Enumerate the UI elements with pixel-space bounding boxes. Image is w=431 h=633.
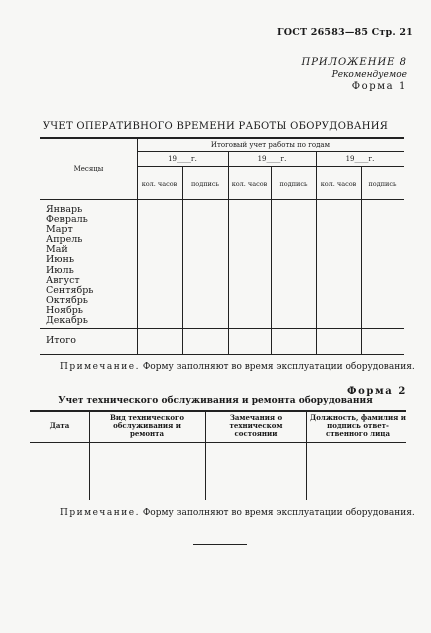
- form1-note: [60, 362, 415, 372]
- form1-label: Форма 1: [351, 81, 407, 92]
- col-header-date: Дата: [49, 421, 70, 430]
- appendix-label: ПРИЛОЖЕНИЕ 8: [301, 57, 407, 68]
- total-row-label: Итого: [46, 335, 76, 346]
- table-col-rule: [137, 137, 138, 354]
- month-row: Март: [46, 224, 73, 236]
- gost-reference: ГОСТ 26583—85 Стр. 21: [277, 27, 413, 38]
- form2-label: Форма 2: [347, 386, 407, 397]
- table-top-rule: [40, 137, 404, 139]
- month-row: Октябрь: [46, 294, 88, 306]
- table-header-rule: [40, 199, 404, 200]
- month-row: Июнь: [46, 254, 75, 266]
- month-row: Февраль: [46, 214, 88, 226]
- month-row: Ноябрь: [46, 304, 83, 316]
- table-col-rule: [182, 166, 183, 354]
- table-bottom-rule: [40, 354, 404, 355]
- sub-header-signature: подпись: [190, 180, 220, 188]
- month-row: Сентябрь: [46, 284, 94, 296]
- year-cell-2: 19____г.: [257, 155, 287, 163]
- months-header: Месяцы: [73, 165, 104, 173]
- months-list: [46, 205, 93, 326]
- table-col-rule: [306, 410, 307, 500]
- note-prefix: Примечание.: [60, 508, 140, 518]
- table-col-rule: [89, 410, 90, 500]
- sub-header-hours: кол. часов: [141, 180, 178, 188]
- table-rule: [137, 151, 404, 152]
- sub-header-signature: подпись: [279, 180, 308, 188]
- year-cell-3: 19____г.: [345, 155, 375, 163]
- form2-note: [60, 508, 415, 518]
- month-row: Январь: [46, 204, 83, 215]
- month-row: Апрель: [46, 234, 83, 246]
- col-header-service-type: Вид технического обслуживания и ремонта: [109, 413, 184, 438]
- month-row: Декабрь: [46, 315, 88, 327]
- table-col-rule: [205, 410, 206, 500]
- note-text: Форму заполняют во время эксплуатации оборудования.: [142, 362, 415, 372]
- form2-title: Учет технического обслуживания и ремонта оборудования: [58, 396, 373, 406]
- year-cell-1: 19____г.: [168, 155, 197, 163]
- form1-title: УЧЕТ ОПЕРАТИВНОГО ВРЕМЕНИ РАБОТЫ ОБОРУДОВАНИЯ: [42, 121, 389, 132]
- table-col-rule: [271, 166, 272, 354]
- note-text: Форму заполняют во время эксплуатации оборудования.: [142, 508, 415, 518]
- sub-header-hours: кол. часов: [231, 180, 268, 188]
- sub-header-signature: подпись: [368, 180, 397, 188]
- table-col-rule: [361, 166, 362, 354]
- years-header: Итоговый учет работы по годам: [210, 141, 331, 149]
- month-row: Июль: [46, 264, 74, 276]
- table-total-rule: [40, 328, 404, 329]
- sub-header-hours: кол. часов: [320, 180, 357, 188]
- note-prefix: Примечание.: [60, 362, 140, 372]
- table-header-rule: [30, 442, 406, 443]
- col-header-responsible: Должность, фамилия и подпись ответ-ственного лица: [310, 413, 406, 438]
- month-row: Август: [46, 274, 80, 286]
- end-rule: [193, 544, 247, 545]
- appendix-status: Рекомендуемое: [331, 70, 407, 80]
- col-header-remarks: Замечания о техническом состоянии: [229, 413, 283, 438]
- table-top-rule: [30, 410, 406, 412]
- month-row: Май: [46, 244, 68, 256]
